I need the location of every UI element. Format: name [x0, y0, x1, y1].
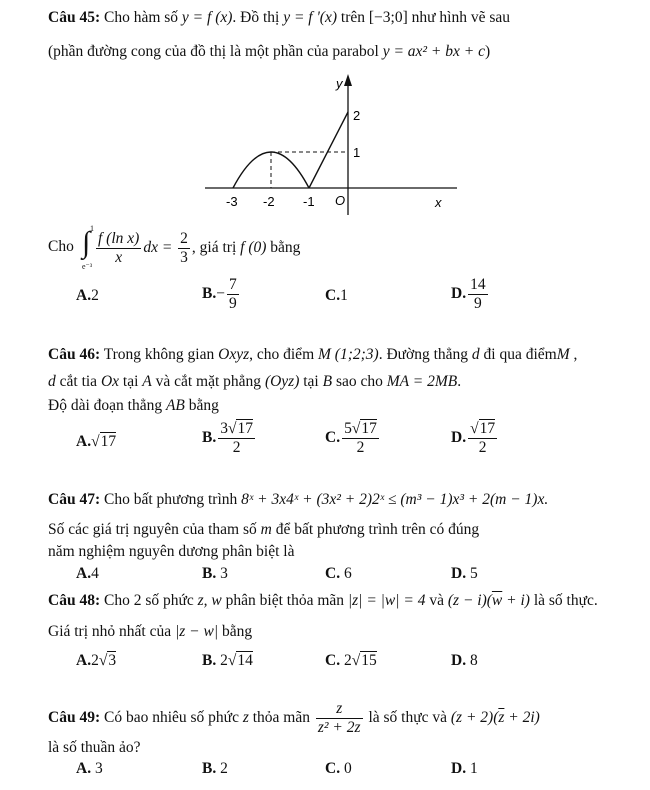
option-letter: A.	[76, 652, 92, 669]
x-axis-label: x	[435, 195, 442, 210]
option-den: 2	[478, 438, 487, 456]
option-sign: −	[216, 284, 225, 302]
q48-text: bằng	[221, 623, 253, 640]
option-letter: C.	[325, 652, 341, 669]
q45-text: bằng	[270, 238, 301, 256]
q49-frac-den-bar: $\overline{z}$	[354, 718, 361, 736]
option-value: 8	[469, 652, 478, 669]
y-tick-2: 2	[353, 108, 361, 123]
q47-option-b[interactable]	[202, 565, 228, 583]
option-letter: A.	[76, 287, 92, 304]
origin-label: O	[335, 193, 346, 208]
option-letter: B.	[202, 565, 217, 582]
option-coef: 2	[220, 652, 228, 669]
integrand-den: x	[115, 248, 123, 266]
q48-option-d[interactable]	[451, 652, 478, 670]
q45-interval: [−3;0]	[368, 9, 408, 26]
q49-expr-part: + 2i)	[504, 708, 540, 726]
integral-sign: ∫	[82, 226, 91, 259]
q49-frac-num: z	[316, 700, 363, 719]
q45-prompt-rest	[94, 230, 300, 267]
q46-text: , cho điểm	[249, 346, 315, 363]
option-value: 0	[343, 760, 352, 777]
q48-text: Giá trị nhỏ nhất của	[48, 623, 172, 640]
q49-label: Câu 49:	[48, 708, 101, 726]
option-value: 3	[94, 760, 103, 777]
q45-label: Câu 45:	[48, 9, 101, 26]
option-fraction: $\frac{3√17}{2}$	[220, 420, 253, 456]
option-root: 17	[479, 420, 496, 437]
option-fraction	[227, 276, 239, 313]
q47-label: Câu 47:	[48, 491, 101, 508]
integral-value-den: 3	[180, 248, 188, 266]
q46-label: Câu 46:	[48, 346, 101, 363]
q45-parabola: y = ax² + bx + c	[382, 43, 485, 60]
q48-wbar: $\overline{w}$	[491, 592, 503, 609]
q45-text: Cho hàm số	[103, 9, 179, 26]
option-letter: D.	[451, 565, 467, 582]
q46-cond: MA = 2MB	[386, 373, 458, 390]
option-letter: C.	[325, 287, 341, 304]
q45-prompt-start	[48, 238, 74, 257]
q46-text: sao cho	[335, 373, 383, 390]
option-root: 17	[237, 420, 253, 437]
option-letter: A.	[76, 433, 92, 450]
q48-modulus: |z| = |w| = 4	[347, 592, 426, 609]
q48-zmw: |z − w|	[174, 623, 219, 640]
integral-dx: dx =	[143, 238, 173, 256]
q46-option-c[interactable]	[325, 420, 381, 457]
q48-text: phân biệt thỏa mãn	[225, 592, 345, 609]
q48-option-b[interactable]: B. 2√14	[202, 652, 253, 669]
q47-line1	[48, 491, 548, 510]
q49-frac-den: z² + 2	[317, 718, 355, 736]
q45-text: . Đồ thị	[232, 9, 280, 26]
option-letter: B.	[202, 652, 217, 669]
q49-option-c[interactable]	[325, 760, 352, 778]
q46-a: A	[142, 373, 152, 390]
option-num: 14	[470, 276, 486, 293]
q46-text: bằng	[188, 397, 219, 414]
q45-line1	[48, 9, 510, 28]
q46-line2	[48, 373, 461, 392]
option-fraction: $\frac{5√17}{2}$	[344, 420, 377, 456]
q48-option-c[interactable]: C. 2√15	[325, 652, 377, 669]
q46-text: . Đường thẳng	[378, 346, 469, 363]
integral-value-num: 2	[180, 230, 188, 247]
q49-expr-part: (z + 2)(	[450, 708, 499, 726]
q46-text: Trong không gian	[103, 346, 215, 363]
q46-line1	[48, 346, 577, 365]
option-letter: B.	[202, 428, 217, 446]
q49-text: là số thực và	[368, 708, 447, 726]
option-letter: C.	[325, 428, 341, 446]
option-den: 2	[356, 438, 365, 456]
option-den: 9	[228, 294, 237, 312]
q48-zw: z, w	[197, 592, 222, 609]
option-value: 3	[220, 565, 228, 582]
q46-option-d[interactable]	[451, 420, 499, 457]
q48-text: Cho 2 số phức	[103, 592, 194, 609]
q46-oxyz: Oxyz	[218, 346, 250, 363]
integral-lower: e⁻³	[82, 262, 93, 271]
line-segment	[309, 112, 348, 188]
q46-option-b[interactable]	[202, 420, 257, 457]
q46-text: và cắt mặt phẳng	[155, 373, 262, 390]
q48-label: Câu 48:	[48, 592, 101, 609]
q48-expr-part: + i)	[502, 592, 530, 609]
q49-text: thỏa mãn	[252, 708, 310, 726]
option-num: 7	[228, 276, 237, 293]
q48-option-a[interactable]: A.2√3	[76, 652, 117, 669]
option-value: 4	[91, 565, 99, 582]
q47-line2	[48, 521, 479, 540]
option-value: 6	[343, 565, 352, 582]
q47-line3	[48, 543, 294, 562]
option-value: 5	[469, 565, 478, 582]
q49-z: z	[242, 708, 249, 726]
q49-text: Có bao nhiêu số phức	[103, 708, 239, 726]
q49-fraction	[316, 700, 363, 737]
option-coef: 2	[91, 652, 99, 669]
q49-option-b[interactable]	[202, 760, 228, 778]
y-axis-label: y	[336, 76, 343, 91]
q46-b: B	[322, 373, 333, 390]
option-value: 1	[469, 760, 478, 777]
q46-option-a[interactable]: A.√17	[76, 433, 117, 450]
option-coef: 3	[220, 420, 228, 437]
q47-text: năm nghiệm nguyên dương phân biệt là	[48, 543, 295, 560]
x-tick-minus2: -2	[263, 194, 275, 209]
q45-text: Cho	[48, 238, 74, 255]
option-letter: C.	[325, 565, 341, 582]
x-tick-minus1: -1	[303, 194, 315, 209]
q45-text: , giá trị	[191, 238, 237, 256]
q46-text: ,	[573, 346, 578, 363]
q45-text: như hình vẽ sau	[411, 9, 510, 26]
q45-fpx: y = f '(x)	[283, 9, 338, 26]
y-tick-1: 1	[353, 145, 361, 160]
q45-option-c[interactable]	[325, 287, 348, 305]
integrand-num: f (ln x)	[98, 230, 140, 247]
q49-zbar: $\overline{z}$	[498, 708, 505, 726]
integral-upper: 1	[90, 224, 94, 233]
q45-text: trên	[340, 9, 365, 26]
option-den: 2	[232, 438, 241, 456]
y-axis-arrow-icon	[344, 74, 352, 86]
option-root: 17	[100, 433, 117, 450]
q46-text: Độ dài đoạn thẳng	[48, 397, 163, 414]
q45-text: (phần đường cong của đồ thị là một phần của parabol	[48, 43, 379, 60]
q46-text: tại	[303, 373, 319, 390]
q45-f0: f (0)	[240, 238, 267, 256]
q46-d: d	[48, 373, 56, 390]
option-coef: 2	[343, 652, 352, 669]
q47-text: để bất phương trình trên có đúng	[275, 521, 480, 538]
option-root: 3	[108, 652, 117, 669]
q45-option-a[interactable]	[76, 287, 99, 305]
q45-fx: y = f (x)	[181, 9, 233, 26]
option-value: 2	[220, 760, 228, 777]
option-fraction	[468, 276, 488, 313]
q49-expression	[451, 709, 540, 726]
q48-line2	[48, 623, 252, 642]
q46-d: d	[471, 346, 480, 363]
q47-inequality: 8ˣ + 3x4ˣ + (3x² + 2)2ˣ ≤ (m³ − 1)x³ + 2(m − 1)x.	[241, 491, 549, 508]
q46-text: tại	[122, 373, 139, 390]
option-letter: A.	[76, 565, 92, 582]
option-den: 9	[473, 294, 482, 312]
option-coef: 5	[344, 420, 352, 437]
option-letter: D.	[451, 284, 467, 302]
q49-text: là số thuần ảo?	[48, 739, 141, 756]
q46-ab: AB	[165, 397, 185, 414]
q45-text: )	[484, 43, 491, 60]
q47-option-d[interactable]	[451, 565, 478, 583]
option-root: 17	[361, 420, 377, 437]
option-fraction: $\frac{√17}{2}$	[470, 420, 496, 456]
q49-line2	[48, 739, 141, 758]
option-letter: D.	[451, 760, 467, 777]
q46-line3	[48, 397, 219, 416]
integral-value	[178, 230, 190, 267]
q47-text: Cho bất phương trình	[103, 491, 238, 508]
q45-graph	[195, 70, 465, 220]
q48-expression	[448, 592, 530, 609]
q48-text: là số thực.	[533, 592, 598, 609]
q46-text: đi qua điểm	[483, 346, 557, 363]
q48-line1	[48, 592, 598, 611]
q45-option-d[interactable]	[451, 276, 490, 313]
option-value: 2	[91, 287, 99, 304]
q48-expr-part: (z − i)(	[447, 592, 492, 609]
q45-option-b[interactable]	[202, 276, 241, 313]
q47-m: m	[260, 521, 272, 538]
option-root: 14	[237, 652, 253, 669]
q48-text: và	[429, 592, 444, 609]
q49-option-a[interactable]	[76, 760, 103, 778]
q47-option-a[interactable]	[76, 565, 99, 583]
option-letter: B.	[202, 284, 217, 302]
option-value: 1	[340, 287, 348, 304]
option-letter: B.	[202, 760, 217, 777]
q46-m: M	[556, 346, 570, 363]
q46-ox: Ox	[100, 373, 120, 390]
q46-point: M (1;2;3)	[318, 346, 379, 363]
option-root: 15	[361, 652, 377, 669]
option-letter: D.	[451, 652, 467, 669]
q45-line2	[48, 43, 490, 62]
q46-text: cắt tia	[59, 373, 98, 390]
q49-option-d[interactable]	[451, 760, 478, 778]
option-letter: A.	[76, 760, 92, 777]
q49-line1	[48, 700, 540, 737]
q46-oyz: (Oyz)	[264, 373, 300, 390]
q46-text: .	[457, 373, 462, 390]
q47-option-c[interactable]	[325, 565, 352, 583]
option-letter: C.	[325, 760, 341, 777]
q47-text: Số các giá trị nguyên của tham số	[48, 521, 257, 538]
option-letter: D.	[451, 428, 467, 446]
integrand-fraction	[96, 230, 141, 267]
x-tick-minus3: -3	[226, 194, 238, 209]
